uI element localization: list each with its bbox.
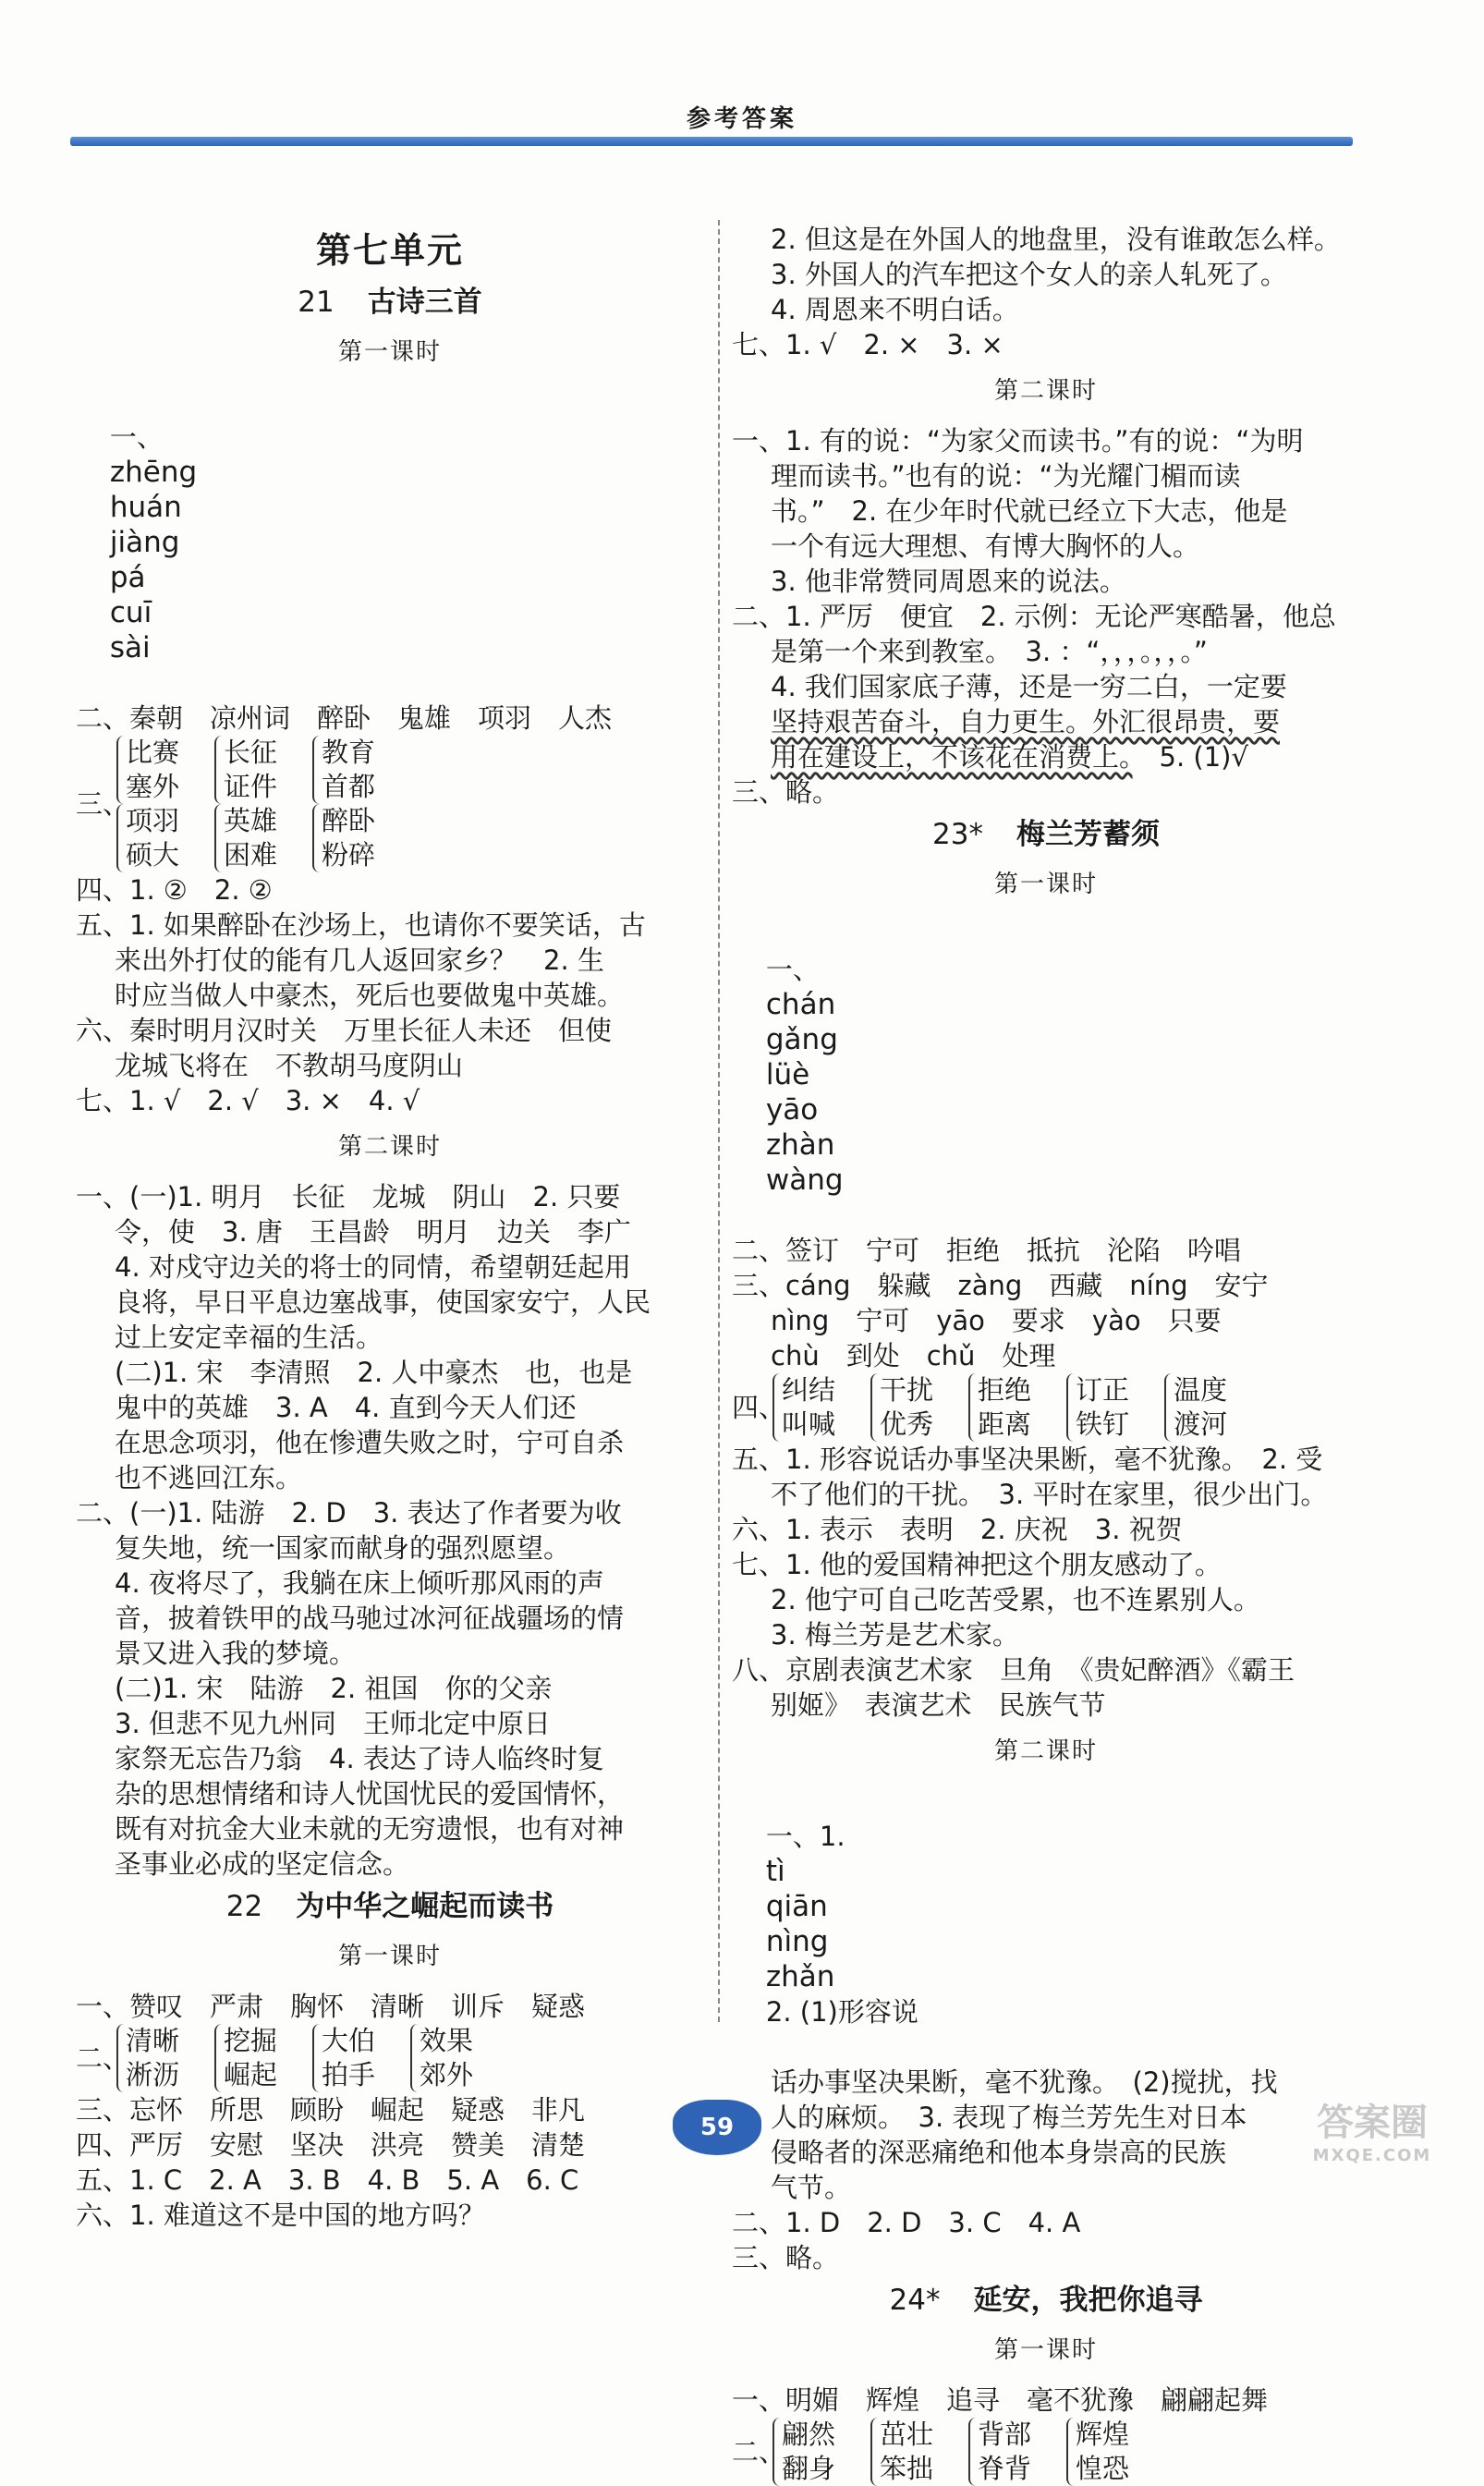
answer-line: 也不逃回江东。	[115, 1462, 303, 1493]
answer-line: 过上安定幸福的生活。	[115, 1322, 383, 1353]
answer-line: 七、1. √ 2. × 3. ×	[732, 329, 1004, 360]
answer-line: 4. 对戍守边关的将士的同情，希望朝廷起用	[115, 1251, 631, 1283]
pinyin-row	[732, 917, 1360, 1233]
right-column	[732, 222, 1360, 2486]
answer-line: 五、1. 如果醉卧在沙场上，也请你不要笑话，古	[76, 909, 646, 941]
session-title: 第一课时	[337, 1943, 442, 1970]
pinyin-answer: huán	[109, 491, 182, 524]
answer-line: 四、严厉 安慰 坚决 洪亮 赞美 清楚	[76, 2129, 586, 2161]
answer-line: 2. 但这是在外国人的地盘里，没有谁敢怎么样。	[771, 224, 1341, 255]
item-label: 一、	[765, 954, 820, 985]
answer-text: 2. (1)形容说	[765, 1996, 918, 2028]
answer-line: 三、略。	[732, 776, 840, 808]
lesson-name: 延安，我把你追寻	[973, 2284, 1203, 2317]
answer-line: 五、1. 形容说话办事坚决果断，毫不犹豫。 2. 受	[732, 1444, 1323, 1475]
word-pair: 项羽 硕大	[116, 804, 179, 872]
answer-line: 三、忘怀 所思 顾盼 崛起 疑惑 非凡	[76, 2094, 586, 2126]
answer-line: 人的麻烦。 3. 表现了梅兰芳先生对日本	[771, 2102, 1247, 2133]
answer-line: 一、赞叹 严肃 胸怀 清晰 训斥 疑惑	[76, 1991, 586, 2022]
answer-line: (二)1. 宋 李清照 2. 人中豪杰 也，也是	[115, 1357, 633, 1388]
answer-line: 3. 外国人的汽车把这个女人的亲人轧死了。	[771, 259, 1287, 290]
lesson-number: 22	[225, 1890, 263, 1923]
pinyin-answer: qiān	[765, 1890, 828, 1923]
lesson-name: 为中华之崛起而读书	[296, 1890, 554, 1923]
answer-line: 气节。	[771, 2172, 852, 2203]
answer-line: 六、1. 难道这不是中国的地方吗？	[76, 2200, 485, 2231]
answer-line: 七、1. 他的爱国精神把这个朋友感动了。	[732, 1549, 1222, 1580]
lesson-number: 21	[298, 286, 335, 319]
item-label: 四、	[732, 1392, 786, 1423]
pinyin-row	[732, 1784, 1360, 2065]
session-title: 第一课时	[993, 871, 1098, 898]
word-pair: 拒绝 距离	[968, 1373, 1031, 1442]
answer-line: 家祭无忘告乃翁 4. 表达了诗人临终时复	[115, 1743, 604, 1774]
word-pair: 比赛 塞外	[116, 736, 179, 804]
answer-line: 四、1. ② 2. ②	[76, 874, 273, 906]
pinyin-answer: sài	[109, 631, 151, 664]
session-title: 第一课时	[337, 338, 442, 366]
answer-line: 4. 周恩来不明白话。	[771, 294, 1019, 325]
header-rule	[70, 137, 1353, 146]
answer-line: 二、签订 宁可 拒绝 抵抗 沦陷 吟唱	[732, 1235, 1242, 1266]
answer-text: 5. (1)√	[1132, 741, 1248, 773]
column-divider	[718, 220, 720, 2022]
word-pair: 干扰 优秀	[870, 1373, 933, 1442]
answer-line: 令，使 3. 唐 王昌龄 明月 边关 李广	[115, 1216, 631, 1248]
pinyin-answer: tì	[765, 1855, 785, 1888]
watermark-text: 答案圈	[1317, 2102, 1428, 2144]
pinyin-answer: zhēng	[109, 456, 198, 489]
answer-line: 4. 夜将尽了，我躺在床上倾听那风雨的声	[115, 1567, 604, 1599]
answer-line: 圣事业必成的坚定信念。	[115, 1848, 410, 1880]
left-column	[76, 222, 704, 2233]
word-pair: 订正 铁钉	[1066, 1373, 1129, 1442]
pinyin-row	[76, 384, 704, 701]
answer-line: 3. 梅兰芳是艺术家。	[771, 1619, 1019, 1651]
answer-line: 八、京剧表演艺术家 旦角 《贵妃醉酒》《霸王	[732, 1654, 1295, 1686]
answer-line: 侵略者的深恶痛绝和他本身崇高的民族	[771, 2137, 1227, 2168]
answer-line: 话办事坚决果断，毫不犹豫。 (2)搅扰，找	[771, 2066, 1278, 2098]
lesson-number: 23*	[932, 818, 983, 851]
word-pair: 翩然 翻身	[772, 2418, 835, 2486]
answer-line: (二)1. 宋 陆游 2. 祖国 你的父亲	[115, 1673, 553, 1704]
answer-line: 一、明媚 辉煌 追寻 毫不犹豫 翩翩起舞	[732, 2384, 1269, 2416]
item-label: 一、1.	[765, 1821, 845, 1852]
word-pairs-block	[76, 736, 704, 872]
answer-line: chù 到处 chǔ 处理	[771, 1340, 1056, 1371]
page-number-badge: 59	[673, 2100, 761, 2155]
answer-line: 二、1. D 2. D 3. C 4. A	[732, 2207, 1081, 2238]
answer-line: 是第一个来到教室。 3. ：“，，，。，，。”	[771, 636, 1208, 667]
answer-line: 坚持艰苦奋斗，自力更生。外汇很昂贵，要	[771, 706, 1281, 737]
answer-line	[732, 739, 1360, 774]
answer-line: 六、秦时明月汉时关 万里长征人未还 但使	[76, 1015, 613, 1046]
answer-line: 六、1. 表示 表明 2. 庆祝 3. 祝贺	[732, 1514, 1183, 1545]
word-pair: 纠结 叫喊	[772, 1373, 835, 1442]
session-title: 第二课时	[993, 377, 1098, 405]
pinyin-answer: lüè	[765, 1058, 810, 1091]
watermark	[1284, 2093, 1460, 2166]
answer-line: 二、(一)1. 陆游 2. D 3. 表达了作者要为收	[76, 1497, 622, 1529]
answer-line: 鬼中的英雄 3. A 4. 直到今天人们还	[115, 1392, 577, 1423]
word-pair: 清晰 淅沥	[116, 2024, 179, 2092]
lesson-name: 梅兰芳蓄须	[1016, 818, 1160, 851]
word-pair: 温度 渡河	[1164, 1373, 1227, 1442]
word-pair: 背部 脊背	[968, 2418, 1031, 2486]
pinyin-answer: jiàng	[109, 526, 180, 559]
item-label: 二、	[732, 2436, 786, 2468]
word-pair: 教育 首都	[312, 736, 375, 804]
answer-line: 4. 我们国家底子薄，还是一穷二白，一定要	[771, 671, 1287, 702]
answer-line: 三、cáng 躲藏 zàng 西藏 níng 安宁	[732, 1270, 1269, 1301]
word-pairs-block	[732, 1373, 1360, 1442]
item-label: 三、	[76, 788, 130, 820]
answer-line: 三、略。	[732, 2242, 840, 2273]
session-title: 第二课时	[993, 1737, 1098, 1765]
lesson-23-title	[732, 817, 1360, 852]
answer-line: 一个有远大理想、有博大胸怀的人。	[771, 530, 1200, 562]
answer-line: nìng 宁可 yāo 要求 yào 只要	[771, 1305, 1222, 1336]
answer-line: 五、1. C 2. A 3. B 4. B 5. A 6. C	[76, 2164, 579, 2196]
word-pair: 茁壮 笨拙	[870, 2418, 933, 2486]
answer-line: 二、秦朝 凉州词 醉卧 鬼雄 项羽 人杰	[76, 702, 613, 734]
answer-line: 理而读书。”也有的说：“为光耀门楣而读	[771, 460, 1241, 492]
answer-line: 一、1. 有的说：“为家父而读书。”有的说：“为明	[732, 425, 1304, 457]
answer-line: 七、1. √ 2. √ 3. × 4. √	[76, 1085, 420, 1116]
pinyin-answer: zhàn	[765, 1128, 835, 1162]
answer-line: 时应当做人中豪杰，死后也要做鬼中英雄。	[115, 980, 625, 1011]
answer-line: 一、(一)1. 明月 长征 龙城 阴山 2. 只要	[76, 1181, 621, 1213]
answer-line: 3. 但悲不见九州同 王师北定中原日	[115, 1708, 551, 1739]
answer-line: 2. 他宁可自己吃苦受累，也不连累别人。	[771, 1584, 1260, 1615]
lesson-24-title	[732, 2283, 1360, 2318]
word-pair: 长征 证件	[214, 736, 277, 804]
answer-line: 龙城飞将在 不教胡马度阴山	[115, 1050, 464, 1081]
answer-line: 二、1. 严厉 便宜 2. 示例：无论严寒酷暑，他总	[732, 601, 1336, 632]
pinyin-answer: gǎng	[765, 1023, 838, 1056]
answer-line: 不了他们的干扰。 3. 平时在家里，很少出门。	[771, 1479, 1328, 1510]
word-pair: 醉卧 粉碎	[312, 804, 375, 872]
lesson-22-title	[76, 1889, 704, 1924]
word-pair: 辉煌 惶恐	[1066, 2418, 1129, 2486]
lesson-21-title	[76, 285, 704, 320]
pinyin-answer: wàng	[765, 1164, 844, 1197]
item-label: 二、	[76, 2042, 130, 2074]
word-pairs-block	[732, 2418, 1360, 2486]
answer-line: 来出外打仗的能有几人返回家乡？ 2. 生	[115, 944, 604, 976]
pinyin-answer: pá	[109, 561, 146, 594]
underlined-text: 用在建设上，不该花在消费上。	[771, 741, 1133, 773]
lesson-name: 古诗三首	[367, 286, 482, 319]
pinyin-answer: zhǎn	[765, 1960, 835, 1993]
answer-line: 书。” 2. 在少年时代就已经立下大志，他是	[771, 495, 1288, 527]
item-label: 一、	[109, 421, 164, 453]
answer-line: 在思念项羽，他在惨遭失败之时，宁可自杀	[115, 1427, 625, 1458]
unit-title: 第七单元	[315, 230, 464, 271]
pinyin-answer: yāo	[765, 1093, 819, 1127]
answer-line: 良将，早日平息边塞战事，使国家安宁，人民	[115, 1286, 651, 1318]
answer-line: 景又进入我的梦境。	[115, 1638, 357, 1669]
answer-line: 既有对抗金大业未就的无穷遗恨，也有对神	[115, 1813, 625, 1845]
word-pair: 效果 郊外	[410, 2024, 473, 2092]
answer-line: 杂的思想情绪和诗人忧国忧民的爱国情怀，	[115, 1778, 625, 1810]
answer-line: 复失地，统一国家而献身的强烈愿望。	[115, 1532, 571, 1564]
word-pair: 英雄 困难	[214, 804, 277, 872]
lesson-number: 24*	[889, 2284, 941, 2317]
pinyin-answer: nìng	[765, 1925, 829, 1958]
answer-line: 别姬》 表演艺术 民族气节	[771, 1689, 1106, 1721]
session-title: 第一课时	[993, 2336, 1098, 2364]
word-pair: 大伯 拍手	[312, 2024, 375, 2092]
watermark-url: MXQE.COM	[1312, 2146, 1432, 2165]
answer-line: 3. 他非常赞同周恩来的说法。	[771, 566, 1126, 597]
session-title: 第二课时	[337, 1133, 442, 1161]
header-title: 参考答案	[686, 105, 797, 133]
pinyin-answer: chán	[765, 988, 836, 1021]
word-pairs-block	[76, 2024, 704, 2092]
pinyin-answer: cuī	[109, 596, 152, 629]
answer-line: 音，披着铁甲的战马驰过冰河征战疆场的情	[115, 1602, 625, 1634]
word-pair: 挖掘 崛起	[214, 2024, 277, 2092]
